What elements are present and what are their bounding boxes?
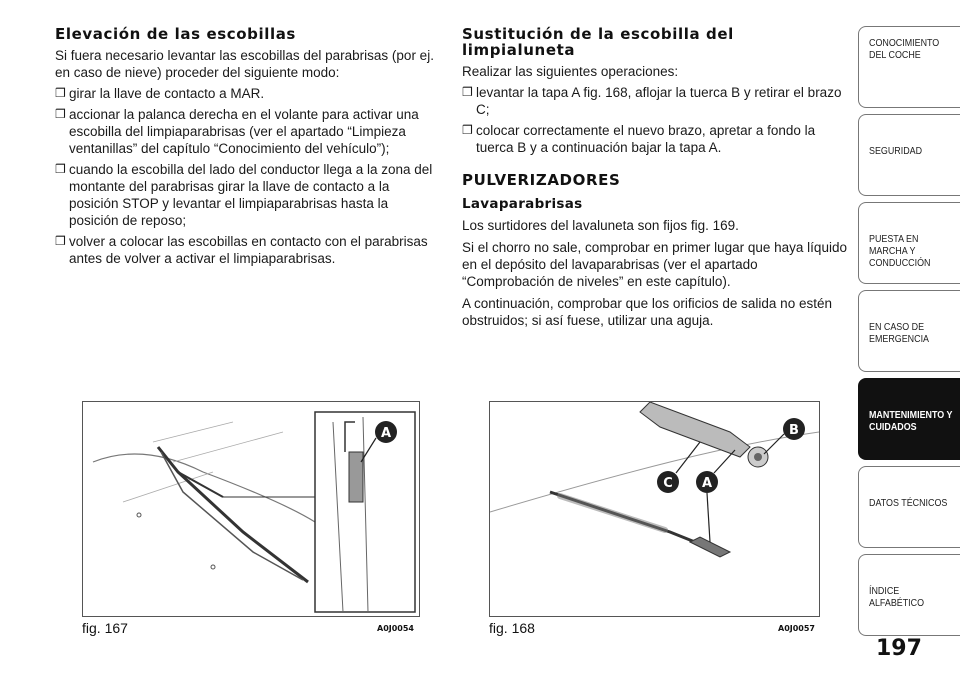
tab-puesta-en-marcha[interactable] xyxy=(858,202,960,284)
intro-paragraph: Si fuera necesario levantar las escobillas del parabrisas (por ej. en caso de nieve) proceder del siguiente modo: xyxy=(55,48,434,80)
label-b-callout: B xyxy=(789,423,799,438)
bullet-text: levantar la tapa A fig. 168, aflojar la tuerca B y retirar el brazo C; xyxy=(476,85,842,117)
list-item xyxy=(55,161,435,229)
list-item xyxy=(462,84,847,118)
tab-conocimiento-del-coche[interactable] xyxy=(858,26,960,108)
bullet-text: volver a colocar las escobillas en contacto con el parabrisas antes de volver a activar el limpiaparabrisas. xyxy=(69,234,428,266)
figure-168-code: A0J0057 xyxy=(778,624,815,633)
tab-label: EN CASO DE EMERGENCIA xyxy=(869,321,930,345)
tab-label: CONOCIMIENTO DEL COCHE xyxy=(869,37,940,61)
bullet-text: girar la llave de contacto a MAR. xyxy=(69,86,265,101)
bullet-marker: ❒ xyxy=(462,123,473,137)
intro-paragraph: Realizar las siguientes operaciones: xyxy=(462,64,679,79)
page-number: 197 xyxy=(876,636,922,661)
tab-seguridad[interactable] xyxy=(858,114,960,196)
figure-167-code: A0J0054 xyxy=(377,624,414,633)
bullet-marker: ❒ xyxy=(55,234,66,248)
figure-167-illustration xyxy=(82,401,420,617)
tab-mantenimiento-y-cuidados[interactable] xyxy=(858,378,960,460)
right-column xyxy=(462,26,847,329)
section-heading-sustitucion: Sustitución de la escobilla del limpialuneta xyxy=(462,25,734,59)
tab-en-caso-de-emergencia[interactable] xyxy=(858,290,960,372)
paragraph: Si el chorro no sale, comprobar en primer lugar que haya líquido en el depósito del lavaparabrisas (ver el apartado “Comprobación de niveles” en este capítulo). xyxy=(462,240,847,289)
paragraph: A continuación, comprobar que los orificios de salida no estén obstruidos; si así fuese, utilizar una aguja. xyxy=(462,296,832,328)
bullet-text: accionar la palanca derecha en el volante para activar una escobilla del limpiaparabrisas (ver el apartado “Limpieza ventanillas” del capítulo “Conocimiento del vehículo”); xyxy=(69,107,419,156)
section-heading-elevacion: Elevación de las escobillas xyxy=(55,25,296,43)
tab-label: SEGURIDAD xyxy=(869,145,923,157)
tab-label: ÍNDICE ALFABÉTICO xyxy=(869,585,925,609)
tab-label: DATOS TÉCNICOS xyxy=(869,497,948,509)
bullet-text: cuando la escobilla del lado del conductor llega a la zona del montante del parabrisas girar la llave de contacto a la posición STOP y levantar el limpiaparabrisas hasta la posición de reposo; xyxy=(69,162,433,228)
rear-wiper-arm-illustration xyxy=(490,402,819,616)
figure-167-caption: fig. 167 xyxy=(82,620,128,636)
bullet-marker: ❒ xyxy=(462,85,473,99)
wiper-blade-raised-illustration xyxy=(83,402,419,616)
tab-label: MANTENIMIENTO Y CUIDADOS xyxy=(869,409,953,433)
left-column xyxy=(55,26,435,267)
paragraph: Los surtidores del lavaluneta son fijos fig. 169. xyxy=(462,218,739,233)
bullet-marker: ❒ xyxy=(55,107,66,121)
figure-168-illustration xyxy=(489,401,820,617)
list-item xyxy=(462,122,847,156)
section-heading-pulverizadores: PULVERIZADORES xyxy=(462,171,621,189)
label-c-callout: C xyxy=(663,476,673,491)
bullet-text: colocar correctamente el nuevo brazo, apretar a fondo la tuerca B y a continuación bajar la tapa A. xyxy=(476,123,816,155)
bullet-marker: ❒ xyxy=(55,86,66,100)
label-a-callout: A xyxy=(701,476,713,491)
tab-datos-tecnicos[interactable] xyxy=(858,466,960,548)
subheading-lavaparabrisas: Lavaparabrisas xyxy=(462,196,583,212)
tab-label: PUESTA EN MARCHA Y CONDUCCIÓN xyxy=(869,233,931,269)
list-item xyxy=(55,106,435,157)
tab-indice-alfabetico[interactable] xyxy=(858,554,960,636)
bullet-marker: ❒ xyxy=(55,162,66,176)
label-a-callout: A xyxy=(380,426,392,441)
list-item xyxy=(55,233,435,267)
list-item xyxy=(55,85,435,102)
figure-168-caption: fig. 168 xyxy=(489,620,535,636)
